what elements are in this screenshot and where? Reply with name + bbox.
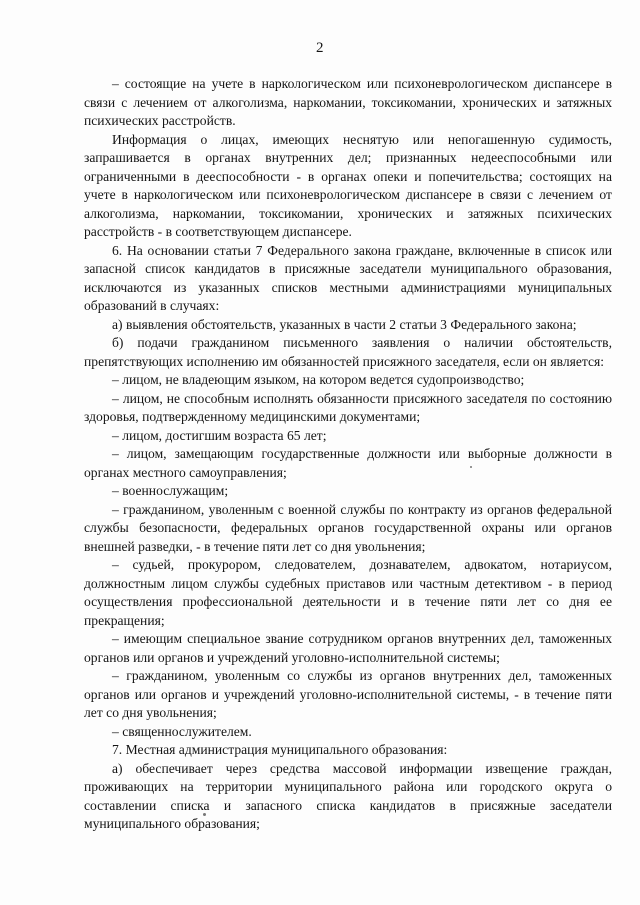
list-item-military: – военнослужащим; <box>112 483 229 498</box>
paragraph-section-6: 6. На основании статьи 7 Федерального закона граждане, включенные в список или запасной список кандидатов в присяжные заседатели муниципального образования, исключаются из указанных списков местными администрациями муниципальных образований в случаях: <box>84 242 612 313</box>
list-item-dismissed-internal-affairs: – гражданином, уволенным со службы из органов внутренних дел, таможенных органов или органов и учреждений уголовно-исполнительной системы, - в течение пяти лет со дня увольнения; <box>84 668 612 720</box>
paragraph-item-a: а) выявления обстоятельств, указанных в части 2 статьи 3 Федерального закона; <box>112 316 577 332</box>
list-item-age: – лицом, достигшим возраста 65 лет; <box>112 427 327 443</box>
scan-speck <box>203 813 206 816</box>
paragraph-section-7: 7. Местная администрация муниципального образования: <box>112 742 448 757</box>
list-item-health: – лицом, не способным исполнять обязанности присяжного заседателя по состоянию здоровья, подтвержденному медицинскими документами; <box>84 390 612 424</box>
list-item-clergy: – священнослужителем. <box>112 723 252 739</box>
list-item-security-service: – гражданином, уволенным с военной службы по контракту из органов федеральной службы безопасности, федеральных органов государственной охраны или органов внешней разведки, - в течение пяти лет со дня увольнения; <box>84 501 612 554</box>
scan-speck <box>470 466 472 468</box>
paragraph-item-b: б) подачи гражданином письменного заявления о наличии обстоятельств, препятствующих исполнению им обязанностей присяжного заседателя, если он является: <box>84 335 612 369</box>
list-item-legal-professions: – судьей, прокурором, следователем, дознавателем, адвокатом, нотариусом, должностным лицом службы судебных приставов или частным детективом - в период осуществления профессиональной деятельности и в течение пяти лет со дня ее прекращения; <box>84 557 612 628</box>
paragraph-section-7-item-a: а) обеспечивает через средства массовой информации извещение граждан, проживающих на территории муниципального района или городского округа о составлении списка и запасного списка кандидатов в присяжные заседатели муниципального образования; <box>84 760 612 831</box>
document-body <box>84 75 612 834</box>
page-number: 2 <box>316 40 324 56</box>
paragraph-information-requests: Информация о лицах, имеющих неснятую или непогашенную судимость, запрашивается в органах внутренних дел; признанных недееспособными или ограниченными в дееспособности - в органах опеки и попечительства; состоящих на учете в наркологическом или психоневрологическом диспансере в связи с лечением от алкоголизма, наркомании, токсикомании, хронических и затяжных психических расстройств - в соответствующем диспансере. <box>84 131 612 239</box>
paragraph-registered-dispensary: – состоящие на учете в наркологическом или психоневрологическом диспансере в связи с лечением от алкоголизма, наркомании, токсикомании, хронических и затяжных психических расстройств. <box>84 76 612 128</box>
list-item-special-rank: – имеющим специальное звание сотрудником органов внутренних дел, таможенных органов или органов и учреждений уголовно-исполнительной системы; <box>84 631 612 665</box>
list-item-language: – лицом, не владеющим языком, на котором ведется судопроизводство; <box>112 372 525 387</box>
list-item-state-positions: – лицом, замещающим государственные должности или выборные должности в органах местного самоуправления; <box>84 446 612 480</box>
